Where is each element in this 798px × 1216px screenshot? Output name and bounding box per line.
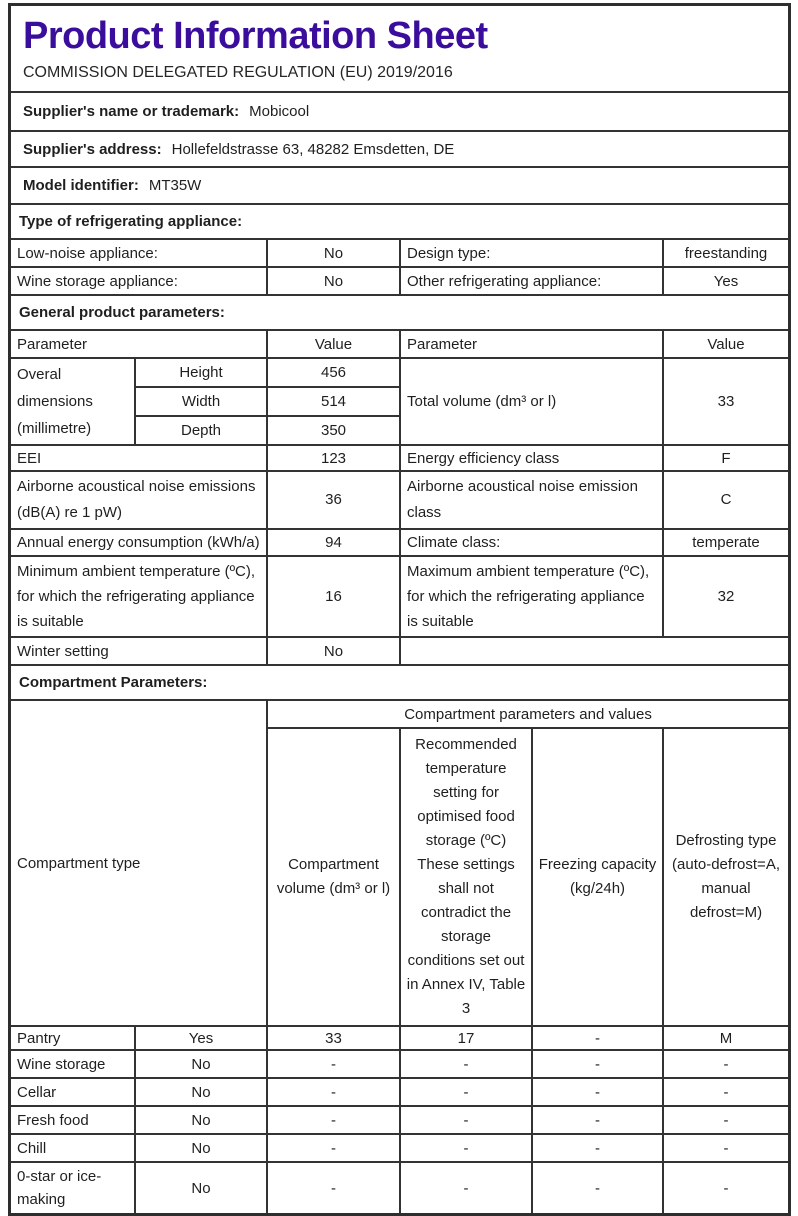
supplier-name-row xyxy=(11,91,788,130)
table-row xyxy=(11,1050,788,1078)
column-header: Parameter xyxy=(11,331,267,358)
compartment-present-cell: No xyxy=(135,1078,267,1106)
compartment-present-cell: No xyxy=(135,1050,267,1078)
empty-cell xyxy=(400,637,788,664)
compartment-freezing-cell: - xyxy=(532,1134,663,1162)
compartment-freezing-cell: - xyxy=(532,1162,663,1213)
table-row xyxy=(11,637,788,664)
value-cell: Yes xyxy=(663,267,788,294)
compartment-defrost-cell: - xyxy=(663,1162,788,1213)
temperature-column-header: Recommended temperature setting for optimised food storage (ºC) These settings shall not contradict the storage conditions set out in Annex IV, Table 3 xyxy=(400,728,532,1026)
table-header-row xyxy=(11,701,788,728)
model-identifier-value: MT35W xyxy=(148,177,202,194)
dimension-name-cell: Depth xyxy=(135,416,267,445)
total-volume-label-cell: Total volume (dm³ or l) xyxy=(400,358,663,445)
compartment-volume-cell: - xyxy=(267,1106,400,1134)
compartment-defrost-cell: - xyxy=(663,1106,788,1134)
compartment-defrost-cell: - xyxy=(663,1078,788,1106)
compartment-present-cell: No xyxy=(135,1106,267,1134)
table-row xyxy=(11,529,788,556)
table-row xyxy=(11,1078,788,1106)
supplier-address-row xyxy=(11,130,788,166)
compartment-type-cell: Fresh food xyxy=(11,1106,135,1134)
value-cell: No xyxy=(267,240,400,267)
table-row xyxy=(11,240,788,267)
compartment-type-cell: Wine storage xyxy=(11,1050,135,1078)
general-section-heading: General product parameters: xyxy=(11,294,788,331)
table-row xyxy=(11,267,788,294)
compartment-section-heading: Compartment Parameters: xyxy=(11,664,788,701)
compartment-type-cell: Cellar xyxy=(11,1078,135,1106)
dimension-value-cell: 456 xyxy=(267,358,400,387)
param-cell: Energy efficiency class xyxy=(400,445,663,471)
param-cell: Other refrigerating appliance: xyxy=(400,267,663,294)
compartment-present-cell: No xyxy=(135,1134,267,1162)
supplier-name-value: Mobicool xyxy=(249,103,310,120)
compartment-temp-cell: - xyxy=(400,1050,532,1078)
dimensions-label-cell: Overal dimensions (millimetre) xyxy=(11,358,135,445)
value-cell: 94 xyxy=(267,529,400,556)
param-cell: Maximum ambient temperature (ºC), for which the refrigerating appliance is suitable xyxy=(400,556,663,637)
type-section-heading: Type of refrigerating appliance: xyxy=(11,203,788,240)
compartment-defrost-cell: M xyxy=(663,1026,788,1050)
appliance-type-table xyxy=(11,240,788,294)
value-cell: No xyxy=(267,267,400,294)
product-information-sheet xyxy=(8,3,791,1216)
supplier-address-label: Supplier's address: xyxy=(23,140,162,158)
compartment-temp-cell: - xyxy=(400,1106,532,1134)
param-cell: Airborne acoustical noise emissions (dB(A) re 1 pW) xyxy=(11,471,267,529)
param-cell: Climate class: xyxy=(400,529,663,556)
column-header: Value xyxy=(267,331,400,358)
column-header: Value xyxy=(663,331,788,358)
value-cell: 36 xyxy=(267,471,400,529)
value-cell: F xyxy=(663,445,788,471)
page-title: Product Information Sheet xyxy=(23,15,488,57)
compartment-volume-cell: - xyxy=(267,1078,400,1106)
param-cell: Minimum ambient temperature (ºC), for which the refrigerating appliance is suitable xyxy=(11,556,267,637)
title-block xyxy=(11,6,788,91)
param-cell: Annual energy consumption (kWh/a) xyxy=(11,529,267,556)
compartment-temp-cell: - xyxy=(400,1162,532,1213)
value-cell: 32 xyxy=(663,556,788,637)
param-cell: Airborne acoustical noise emission class xyxy=(400,471,663,529)
value-cell: 16 xyxy=(267,556,400,637)
table-header-row xyxy=(11,331,788,358)
table-row xyxy=(11,556,788,637)
table-row xyxy=(11,445,788,471)
model-identifier-row xyxy=(11,166,788,203)
winter-setting-label-cell: Winter setting xyxy=(11,637,267,664)
column-header: Parameter xyxy=(400,331,663,358)
compartment-type-cell: Chill xyxy=(11,1134,135,1162)
compartment-present-cell: Yes xyxy=(135,1026,267,1050)
compartment-type-cell: Pantry xyxy=(11,1026,135,1050)
total-volume-value-cell: 33 xyxy=(663,358,788,445)
compartment-freezing-cell: - xyxy=(532,1026,663,1050)
compartment-temp-cell: 17 xyxy=(400,1026,532,1050)
compartment-volume-cell: - xyxy=(267,1162,400,1213)
compartment-volume-cell: 33 xyxy=(267,1026,400,1050)
table-row xyxy=(11,1026,788,1050)
value-cell: 123 xyxy=(267,445,400,471)
param-cell: Wine storage appliance: xyxy=(11,267,267,294)
compartment-parameters-table xyxy=(11,701,788,1213)
compartment-volume-cell: - xyxy=(267,1134,400,1162)
compartment-freezing-cell: - xyxy=(532,1078,663,1106)
compartment-type-header: Compartment type xyxy=(11,701,267,1026)
dimension-name-cell: Width xyxy=(135,387,267,416)
dimension-value-cell: 514 xyxy=(267,387,400,416)
dimension-name-cell: Height xyxy=(135,358,267,387)
compartment-present-cell: No xyxy=(135,1162,267,1213)
table-row xyxy=(11,1162,788,1213)
compartment-type-cell: 0-star or ice-making xyxy=(11,1162,135,1213)
volume-column-header: Compartment volume (dm³ or l) xyxy=(267,728,400,1026)
param-cell: EEI xyxy=(11,445,267,471)
table-row xyxy=(11,471,788,529)
value-cell: freestanding xyxy=(663,240,788,267)
compartment-volume-cell: - xyxy=(267,1050,400,1078)
defrost-column-header: Defrosting type (auto-defrost=A, manual defrost=M) xyxy=(663,728,788,1026)
table-row xyxy=(11,1106,788,1134)
supplier-address-value: Hollefeldstrasse 63, 48282 Emsdetten, DE xyxy=(171,140,455,158)
table-row xyxy=(11,358,788,387)
compartment-freezing-cell: - xyxy=(532,1050,663,1078)
compartment-freezing-cell: - xyxy=(532,1106,663,1134)
param-cell: Low-noise appliance: xyxy=(11,240,267,267)
table-row xyxy=(11,1134,788,1162)
value-cell: temperate xyxy=(663,529,788,556)
winter-setting-value-cell: No xyxy=(267,637,400,664)
dimension-value-cell: 350 xyxy=(267,416,400,445)
compartment-defrost-cell: - xyxy=(663,1134,788,1162)
supplier-name-label: Supplier's name or trademark: xyxy=(23,103,240,120)
regulation-subtitle: COMMISSION DELEGATED REGULATION (EU) 2019/2016 xyxy=(23,64,453,81)
compartment-temp-cell: - xyxy=(400,1134,532,1162)
freezing-column-header: Freezing capacity (kg/24h) xyxy=(532,728,663,1026)
value-cell: C xyxy=(663,471,788,529)
param-cell: Design type: xyxy=(400,240,663,267)
compartment-temp-cell: - xyxy=(400,1078,532,1106)
compartment-group-header: Compartment parameters and values xyxy=(267,701,788,728)
compartment-defrost-cell: - xyxy=(663,1050,788,1078)
model-identifier-label: Model identifier: xyxy=(23,177,139,194)
general-parameters-table xyxy=(11,331,788,664)
